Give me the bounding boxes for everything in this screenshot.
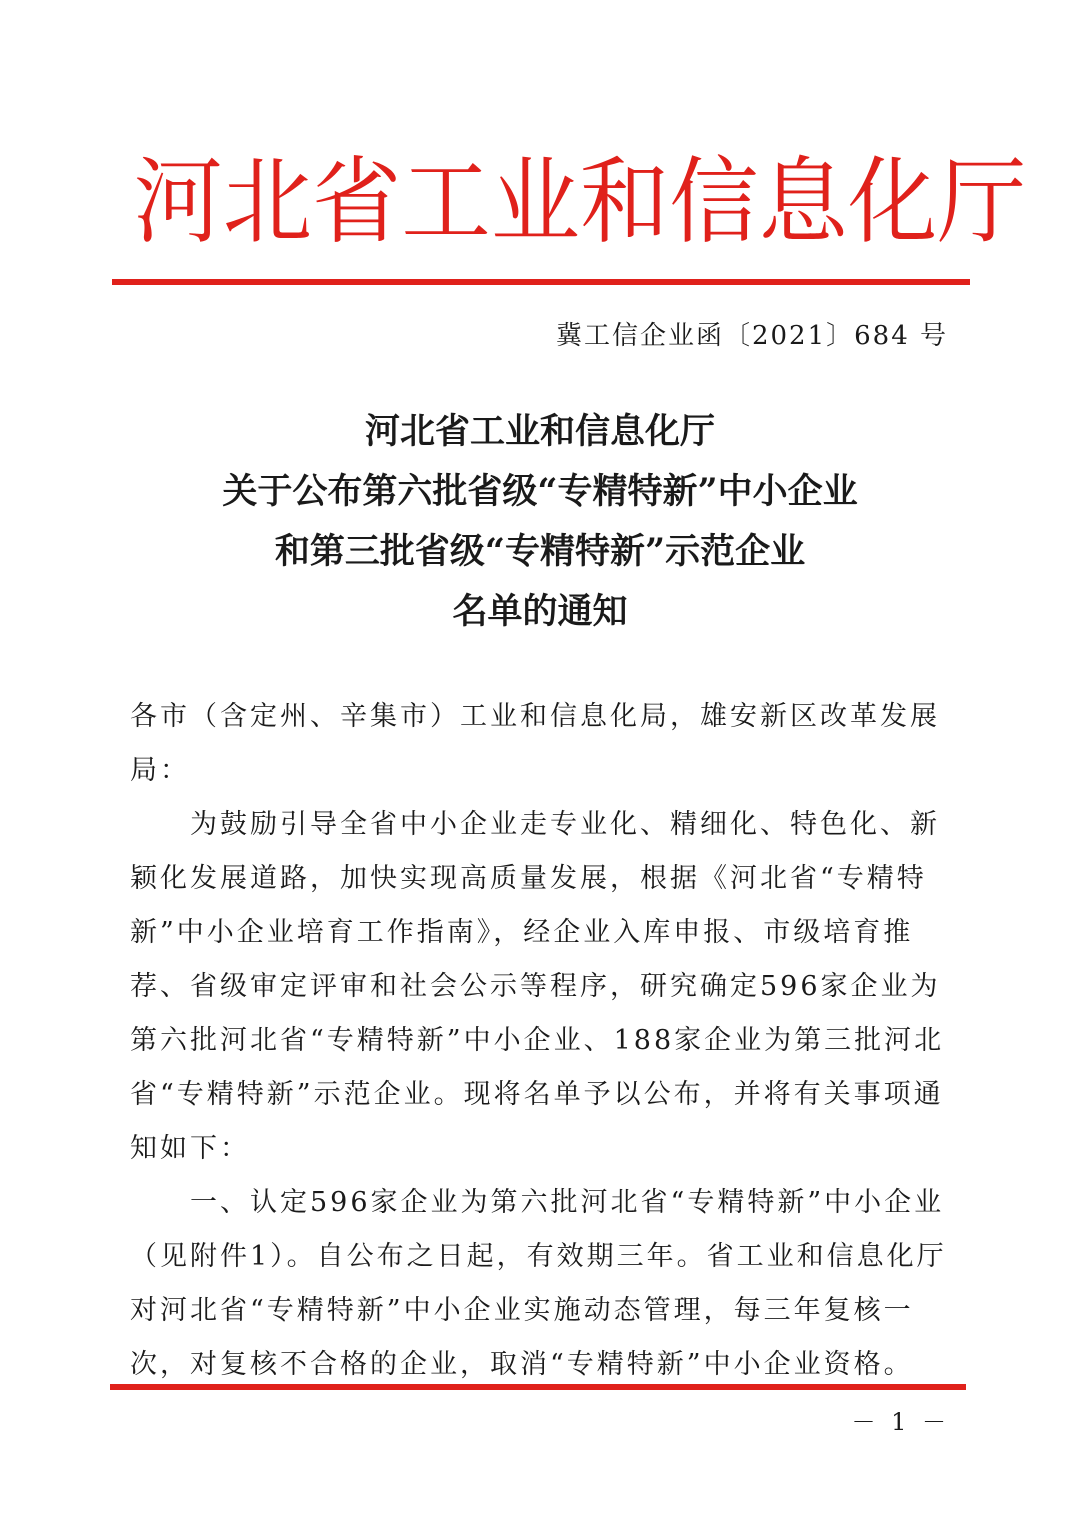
salutation: 各市（含定州、辛集市）工业和信息化局，雄安新区改革发展局：: [130, 701, 940, 786]
masthead-title: 河北省工业和信息化厅: [133, 148, 1027, 257]
title-line-4: 名单的通知: [452, 591, 628, 632]
masthead-red-rule: [112, 279, 970, 285]
title-line-3: 和第三批省级“专精特新”示范企业: [274, 531, 806, 572]
document-title: [0, 402, 1080, 642]
footer-red-rule: [110, 1384, 966, 1390]
page-number: － 1 －: [851, 1408, 950, 1436]
title-line-1: 河北省工业和信息化厅: [364, 411, 715, 452]
body-paragraph-2: 一、认定596家企业为第六批河北省“专精特新”中小企业（见附件1）。自公布之日起，有效期三年。省工业和信息化厅对河北省“专精特新”中小企业实施动态管理，每三年复核一次，对复核不合格的企业，取消“专精特新”中小企业资格。: [130, 1187, 947, 1380]
title-line-2: 关于公布第六批省级“专精特新”中小企业: [222, 471, 858, 512]
document-number: 冀工信企业函〔2021〕684 号: [555, 321, 948, 351]
body-paragraph-1: 为鼓励引导全省中小企业走专业化、精细化、特色化、新颖化发展道路，加快实现高质量发展，根据《河北省“专精特新”中小企业培育工作指南》，经企业入库申报、市级培育推荐、省级审定评审和社会公示等程序，研究确定596家企业为第六批河北省“专精特新”中小企业、188家企业为第三批河北省“专精特新”示范企业。现将名单予以公布，并将有关事项通知如下：: [130, 809, 945, 1164]
document-body: [130, 690, 950, 1392]
